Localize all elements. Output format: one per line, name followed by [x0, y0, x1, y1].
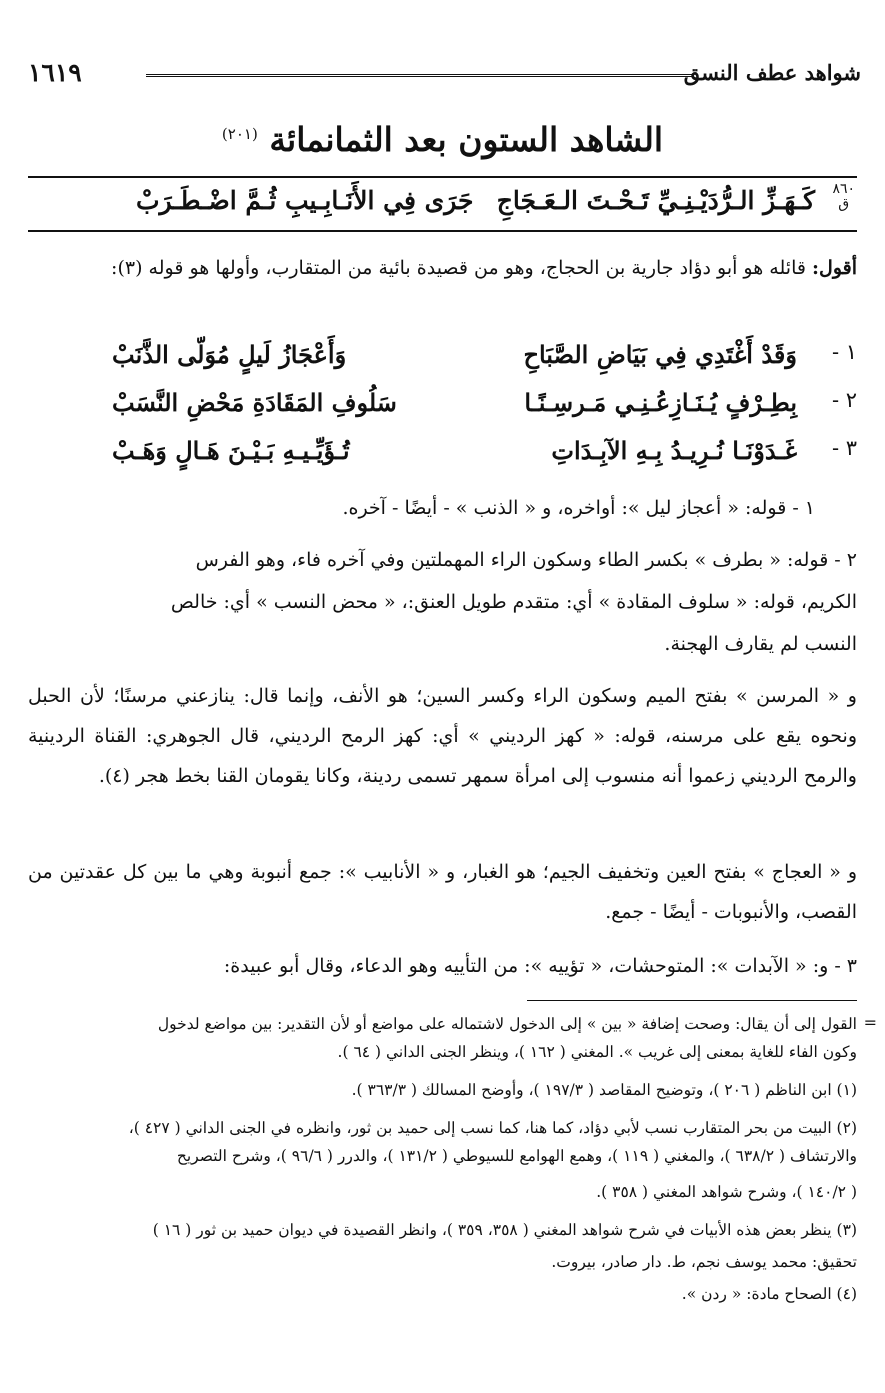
poem-hemistich-1: غَـدَوْنَـا نُـرِيـدُ بِـهِ الآبِـدَاتِ: [551, 436, 797, 465]
witness-verse: [28, 176, 857, 232]
footnote-3-line-2: تحقيق: محمد يوسف نجم، ط. دار صادر، بيروت.: [551, 1253, 857, 1271]
poem-hemistich-2: سَلُوفِ المَقَادَةِ مَحْضِ النَّسَبْ: [112, 388, 397, 417]
running-title: شواهد عطف النسق: [683, 60, 861, 85]
verse-hemistich-1: كَـهَـزِّ الـرُّدَيْـنِـيِّ تَـحْـتَ الـعَـجَاجِ: [496, 186, 815, 215]
poem-line-2: [40, 388, 857, 428]
intro-paragraph: [28, 248, 857, 288]
poem-line-number: ٣ -: [831, 436, 857, 460]
poem-line-number: ١ -: [831, 340, 857, 364]
footnote-2-line-2: والارتشاف ( ٦٣٨/٢ )، والمغني ( ١١٩ )، وهمع الهوامع للسيوطي ( ١٣١/٢ )، والدرر ( ٩٦/٦ )، وشرح التصريح: [176, 1147, 857, 1165]
intro-label: أقول:: [812, 257, 857, 279]
running-header: [28, 58, 861, 92]
note-3: ٣ - و: « الآبدات »: المتوحشات، « تؤييه »: من التأييه وهو الدعاء، وقال أبو عبيدة:: [223, 955, 857, 977]
verse-hemistich-2: جَرَى فِي الأَنَـابِـيبِ ثُـمَّ اضْـطَـرَبْ: [136, 186, 474, 215]
heading-text: الشاهد الستون بعد الثمانمائة: [269, 120, 664, 159]
footnote-continuation-line-2: وكون الفاء للغاية بمعنى إلى غريب ». المغني ( ١٦٢ )، وينظر الجنى الداني ( ٦٤ ).: [337, 1043, 857, 1061]
verse-number: [832, 182, 855, 213]
footnote-continuation-marker: =: [863, 1013, 877, 1032]
poem-line-1: [40, 340, 857, 380]
footnote-1: (١) ابن الناظم ( ٢٠٦ )، وتوضيح المقاصد ( ١٩٧/٣ )، وأوضح المسالك ( ٣٦٣/٣ ).: [351, 1081, 857, 1099]
note-2-line-3: النسب لم يقارف الهجنة.: [664, 633, 857, 655]
footnote-2-line-3: ( ١٤٠/٢ )، وشرح شواهد المغني ( ٣٥٨ ).: [596, 1183, 857, 1201]
footnote-4: (٤) الصحاح مادة: « ردن ».: [681, 1285, 857, 1303]
poem-hemistich-2: وَأَعْجَازُ لَيلٍ مُوَلّى الذَّنَبْ: [112, 340, 347, 369]
footnote-continuation-line-1: القول إلى أن يقال: وصحت إضافة « بين » إلى الدخول لاشتماله على مواضع أو لأن التقدير: بين مواضع لدخول: [157, 1015, 857, 1033]
page-number: ١٦١٩: [28, 58, 82, 87]
heading-note-ref: (٢٠١): [221, 125, 258, 143]
poem-hemistich-2: تُـؤَيِّـيـهِ بَـيْـنَ هَـالٍ وَهَـبْ: [112, 436, 350, 465]
intro-text: قائله هو أبو دؤاد جارية بن الحجاج، وهو من قصيدة بائية من المتقارب، وأولها هو قوله (٣):: [111, 257, 806, 279]
poem-line-3: [40, 436, 857, 476]
poem-hemistich-1: وَقَدْ أَغْتَدِي فِي بَيَاضِ الصَّبَاحِ: [523, 340, 797, 369]
note-2-line-1: ٢ - قوله: « بطرف » بكسر الطاء وسكون الراء المهملتين وفي آخره فاء، وهو الفرس: [195, 549, 857, 571]
verse-number-value: ٨٦٠: [832, 181, 855, 197]
poem-hemistich-1: بِطِـرْفٍ يُـنَـازِعُـنِـي مَـرسِـنًـا: [524, 388, 797, 417]
footnote-3-line-1: (٣) ينظر بعض هذه الأبيات في شرح شواهد المغني ( ٣٥٨، ٣٥٩ )، وانظر القصيدة في ديوان حميد بن ثور ( ١٦ ): [152, 1221, 857, 1239]
verse-number-sub: ق: [838, 196, 850, 213]
section-heading: [0, 120, 885, 159]
ajaj-paragraph: و « العجاج » بفتح العين وتخفيف الجيم؛ هو الغبار، و « الأنابيب »: جمع أنبوبة وهي ما بين كل عقدتين من القصب، والأنبوبات - أيضًا - جمع.: [28, 861, 857, 923]
footnote-2-line-1: (٢) البيت من بحر المتقارب نسب لأبي دؤاد، كما هنا، كما نسب إلى حميد بن ثور، وانظره في الجنى الداني ( ٤٢٧ )،: [128, 1119, 857, 1137]
note-1: ١ - قوله: « أعجاز ليل »: أواخره، و « الذنب » - أيضًا - آخره.: [342, 497, 815, 519]
marsin-paragraph: و « المرسن » بفتح الميم وسكون الراء وكسر السين؛ هو الأنف، وإنما قال: ينازعني مرسنًا؛ لأن الحبل ونحوه يقع على مرسنه، قوله: « كهز الرديني » أي: كهز الرمح الرديني، قال الجوهري: القناة الردينية والرمح الرديني زعموا أنه منسوب إلى امرأة سمهر تسمى ردينة، وكانا يقومان القنا بخط هجر (٤).: [28, 685, 857, 787]
header-rule: [146, 74, 693, 79]
poem-line-number: ٢ -: [831, 388, 857, 412]
footnote-rule: [527, 1000, 857, 1001]
note-2-line-2: الكريم، قوله: « سلوف المقادة » أي: متقدم طويل العنق:، « محض النسب » أي: خالص: [170, 591, 857, 613]
